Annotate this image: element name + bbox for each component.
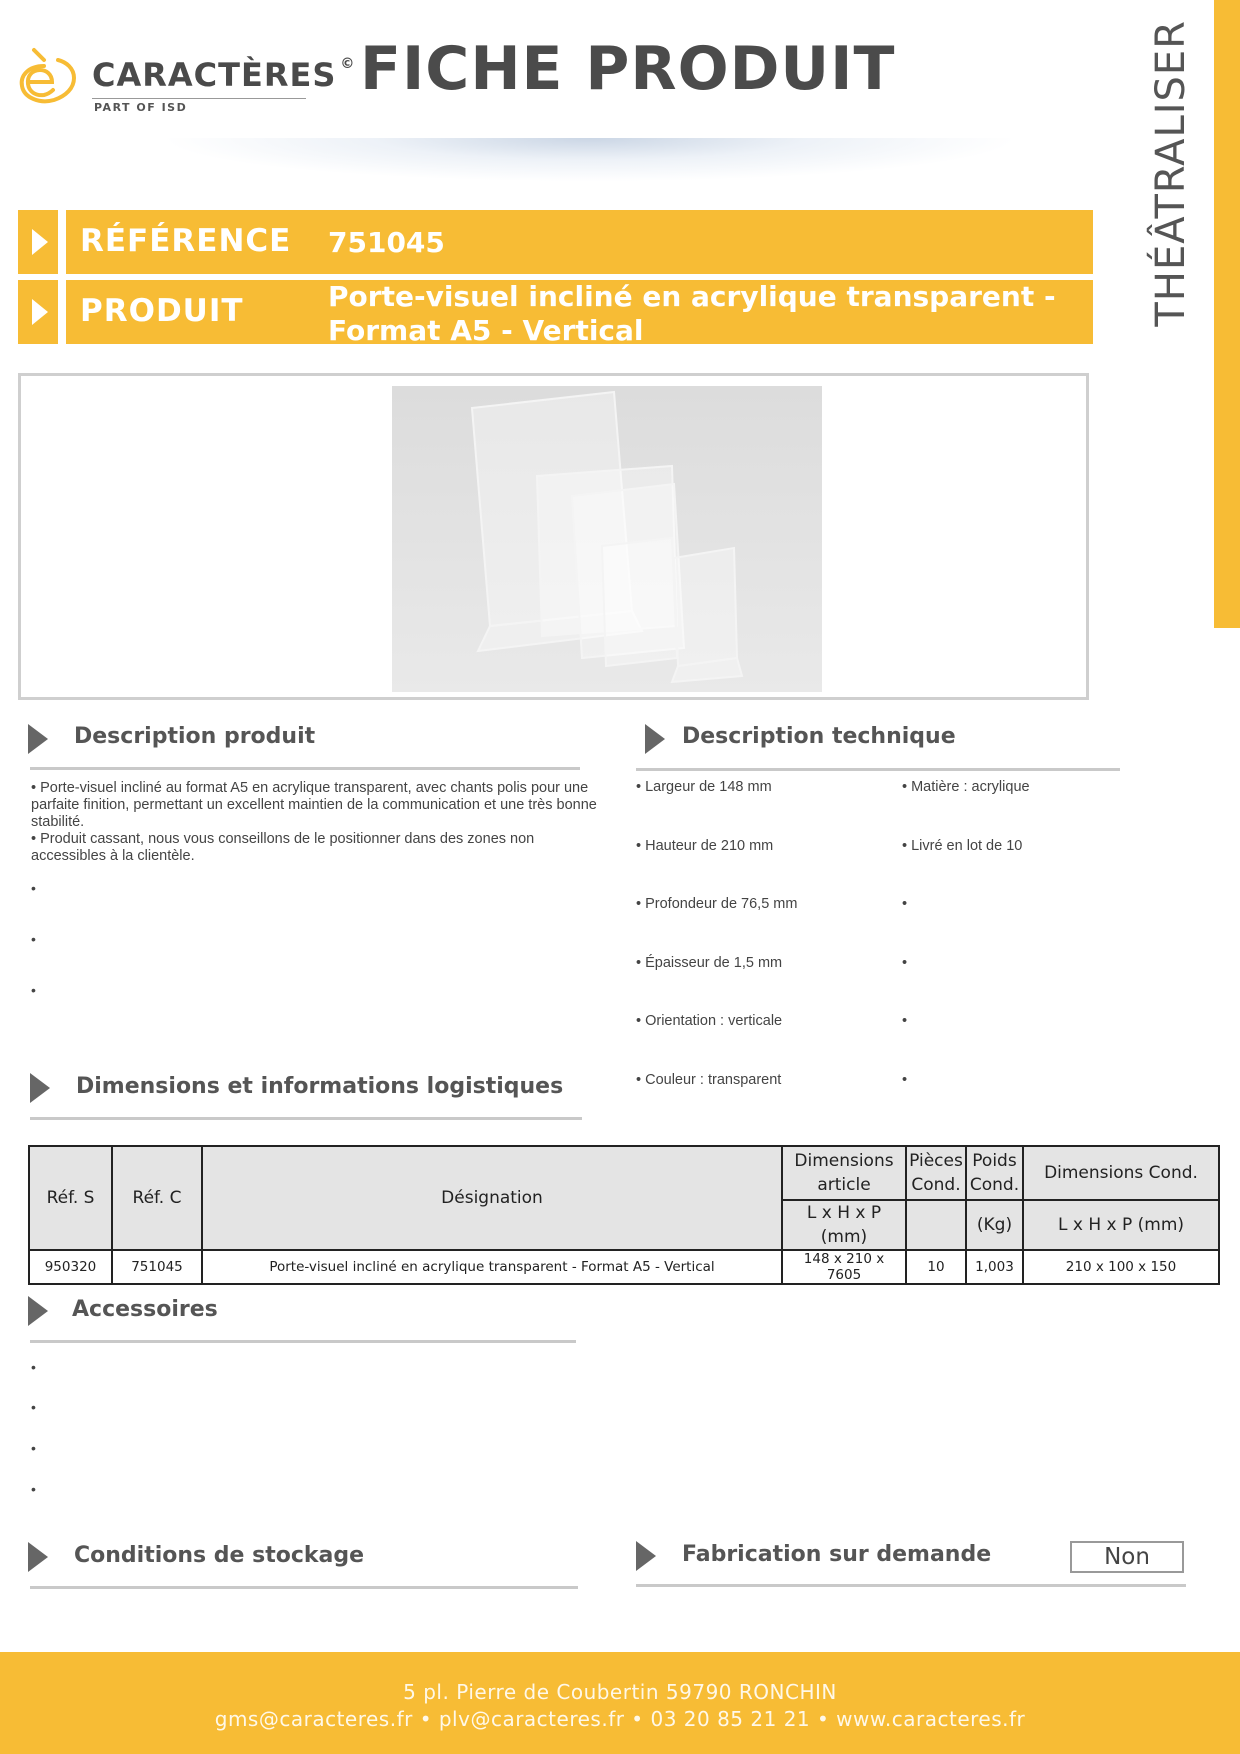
- footer-contact: gms@caracteres.fr • plv@caracteres.fr • 03 20 85 21 21 • www.caracteres.fr: [214, 1707, 1026, 1731]
- tech-spec-item: •: [902, 1013, 908, 1029]
- accessory-bullet: •: [31, 1359, 36, 1375]
- accessories-rule: [30, 1340, 576, 1343]
- footer: [0, 1652, 1240, 1754]
- accessories-title: Accessoires: [72, 1297, 218, 1322]
- header-dim-cond-unit: L x H x P (mm): [1023, 1200, 1219, 1250]
- description-text: [31, 780, 601, 865]
- custom-title: Fabrication sur demande: [682, 1542, 992, 1567]
- technique-title: Description technique: [682, 724, 956, 749]
- brand-underline: [92, 98, 306, 99]
- page-title: FICHE PRODUIT: [360, 34, 896, 104]
- description-rule: [30, 767, 580, 770]
- tech-spec-item: •: [902, 896, 908, 912]
- tech-spec-item: • Orientation : verticale: [636, 1013, 783, 1029]
- logistics-table: [28, 1145, 1220, 1285]
- cell-ref-s: 950320: [29, 1250, 112, 1284]
- technique-arrow-icon: [645, 724, 665, 754]
- side-accent-bar: [1214, 0, 1240, 628]
- cell-designation: Porte-visuel incliné en acrylique transparent - Format A5 - Vertical: [202, 1250, 782, 1284]
- accessory-bullet: •: [31, 1440, 36, 1456]
- logistics-title: Dimensions et informations logistiques: [76, 1074, 564, 1099]
- header-designation: Désignation: [202, 1146, 782, 1250]
- cell-dim-cond: 210 x 100 x 150: [1023, 1250, 1219, 1284]
- tech-spec-item: • Largeur de 148 mm: [636, 779, 772, 795]
- description-item: • Porte-visuel incliné au format A5 en acrylique transparent, avec chants polis pour une parfaite finition, permettant un excellent maintien de la communication et une très bonne stabilité.: [31, 780, 597, 830]
- header-dim-cond: Dimensions Cond.: [1023, 1146, 1219, 1200]
- header-glow: [160, 138, 1020, 182]
- header-ref-c: Réf. C: [112, 1146, 202, 1250]
- description-arrow-icon: [28, 724, 48, 754]
- description-title: Description produit: [74, 724, 316, 749]
- tech-spec-item: • Hauteur de 210 mm: [636, 838, 774, 854]
- header-weight: Poids Cond.: [966, 1146, 1023, 1200]
- technique-rule: [636, 768, 1120, 771]
- logistics-arrow-icon: [30, 1073, 50, 1103]
- cell-ref-c: 751045: [112, 1250, 202, 1284]
- accessory-bullet: •: [31, 1481, 36, 1497]
- header-pieces: Pièces Cond.: [906, 1146, 966, 1200]
- product-arrow-icon: [18, 280, 58, 344]
- header-pieces-unit: [906, 1200, 966, 1250]
- e-grave-circle-logo-icon: [14, 46, 80, 106]
- accessory-bullet: •: [31, 1399, 36, 1415]
- tech-spec-item: • Épaisseur de 1,5 mm: [636, 955, 783, 971]
- product-label: PRODUIT: [80, 293, 244, 329]
- custom-value-box: Non: [1070, 1541, 1184, 1573]
- description-empty-bullet: •: [31, 880, 36, 896]
- reference-label: RÉFÉRENCE: [80, 223, 292, 259]
- custom-arrow-icon: [636, 1541, 656, 1571]
- table-row: [29, 1250, 1219, 1284]
- storage-arrow-icon: [28, 1542, 48, 1572]
- description-empty-bullet: •: [31, 982, 36, 998]
- custom-rule: [636, 1584, 1186, 1587]
- storage-title: Conditions de stockage: [74, 1543, 365, 1568]
- storage-rule: [30, 1586, 578, 1589]
- tech-spec-item: • Livré en lot de 10: [902, 838, 1023, 854]
- product-value: Porte-visuel incliné en acrylique transparent - Format A5 - Vertical: [328, 280, 1056, 347]
- cell-weight: 1,003: [966, 1250, 1023, 1284]
- cell-dim-article: 148 x 210 x 7605: [782, 1250, 906, 1284]
- description-empty-bullet: •: [31, 931, 36, 947]
- footer-address: 5 pl. Pierre de Coubertin 59790 RONCHIN: [403, 1680, 837, 1704]
- tech-spec-item: •: [902, 1072, 908, 1088]
- logistics-rule: [30, 1117, 582, 1120]
- acrylic-display-photo-icon: [392, 386, 822, 692]
- reference-value: 751045: [328, 226, 445, 259]
- tech-spec-item: • Couleur : transparent: [636, 1072, 782, 1088]
- reference-banner: [66, 210, 1093, 274]
- cell-pieces: 10: [906, 1250, 966, 1284]
- side-category-label: THÉÂTRALISER: [1148, 20, 1194, 327]
- tech-spec-item: • Matière : acrylique: [902, 779, 1030, 795]
- brand-copyright: ©: [340, 56, 356, 72]
- reference-arrow-icon: [18, 210, 58, 274]
- header-dim-article-unit: L x H x P (mm): [782, 1200, 906, 1250]
- description-item: • Produit cassant, nous vous conseillons de le positionner dans des zones non accessibles à la clientèle.: [31, 831, 535, 864]
- tech-spec-item: • Profondeur de 76,5 mm: [636, 896, 798, 912]
- tech-spec-item: •: [902, 955, 908, 971]
- header-ref-s: Réf. S: [29, 1146, 112, 1250]
- accessories-arrow-icon: [28, 1296, 48, 1326]
- product-banner: [66, 280, 1093, 347]
- brand-tagline: PART OF ISD: [94, 101, 188, 114]
- header-dim-article: Dimensions article: [782, 1146, 906, 1200]
- header-weight-unit: (Kg): [966, 1200, 1023, 1250]
- brand-name: CARACTÈRES ©: [92, 56, 356, 94]
